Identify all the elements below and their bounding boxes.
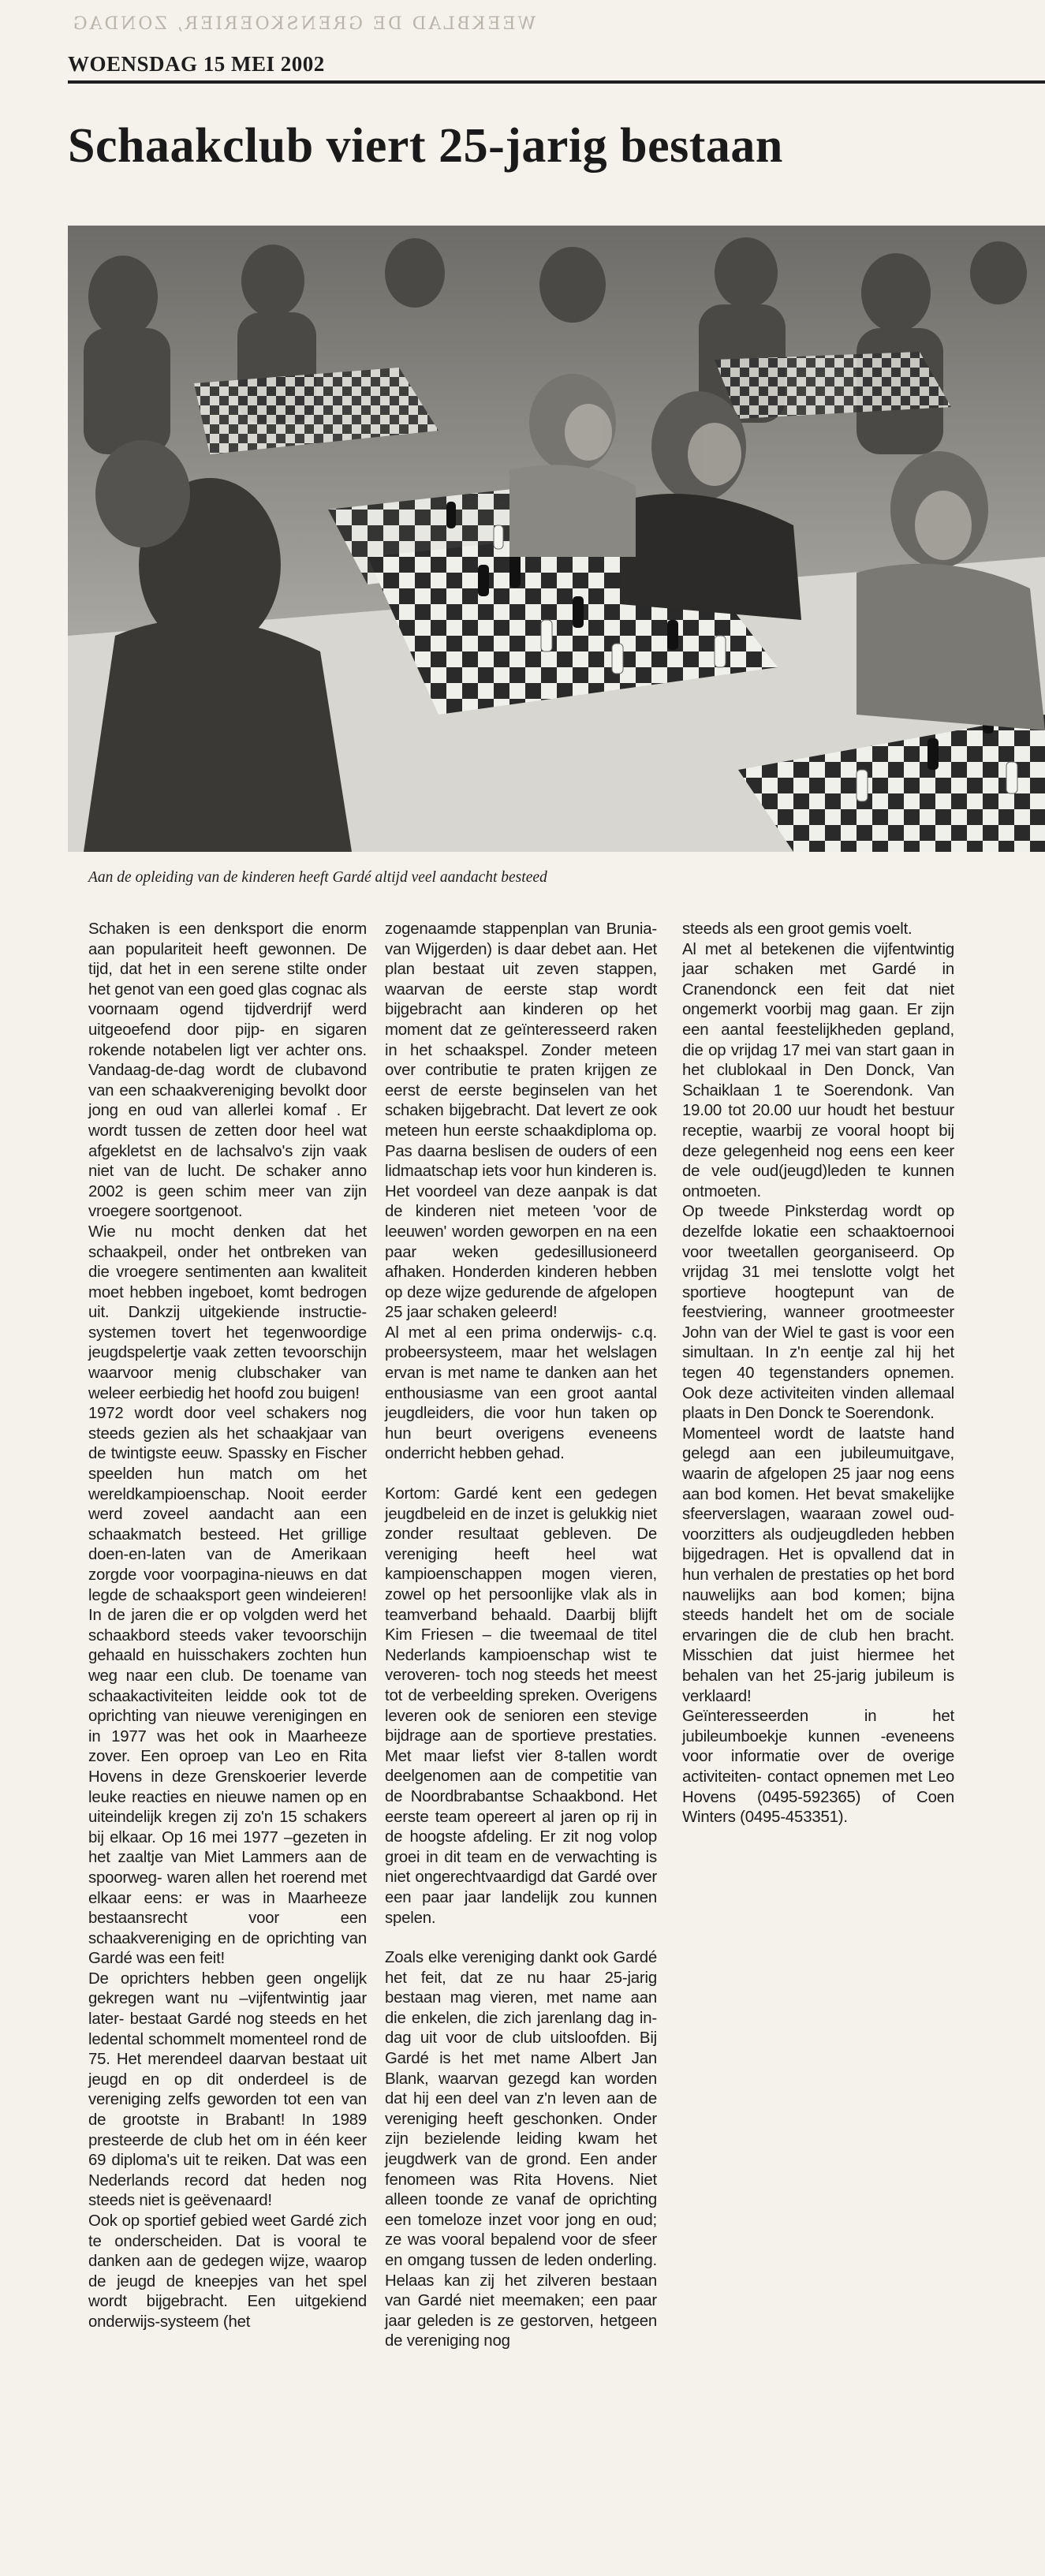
paragraph: Momenteel wordt de laatste hand gelegd aan een jubileumuitgave, waarin de afgelopen 25 jaar nog eens aan bod komen. Het bevat smakelijke sfeerverslagen, waaraan zowel oud-voorzitters als oudjeugdleden hebben bijgedragen. Het is opvallend dat in hun verhalen de prestaties op het bord nauwelijks aan bod komen; bijna steeds handelt het om de sociale ervaringen die de club hen bracht. Misschien dat juist hiermee het behalen van het 25-jarig jubileum is verklaard!: [682, 1424, 954, 1705]
article-column-1: [88, 920, 367, 2333]
paragraph: Geïnteresseerden in het jubileumboekje kunnen -eveneens voor informatie over de overige activiteiten- contact opnemen met Leo Hovens (0495-592365) of Coen Winters (0495-453351).: [682, 1708, 954, 1827]
photo-caption: Aan de opleiding van de kinderen heeft Gardé altijd veel aandacht besteed: [88, 869, 547, 886]
paragraph: zogenaamde stappenplan van Brunia-van Wijgerden) is daar debet aan. Het plan bestaat uit zeven stappen, waarvan de eerste stap wordt bijgebracht aan kinderen op het moment dat ze geïnteresseerd raken in het schaakspel. Zonder meteen over contributie te praten krijgen ze eerst de eerste beginselen van het schaken bijgebracht. Dat levert ze ook meteen hun eerste schaakdiploma op. Pas daarna beslisen de ouders of een lidmaatschap iets voor hun kinderen is. Het voordeel van deze aanpak is dat de kinderen niet meteen 'voor de leeuwen' worden geworpen en na een paar weken gedesillusioneerd afhaken. Honderden kinderen hebben op deze wijze gedurende de afgelopen 25 jaar schaken geleerd!: [385, 920, 657, 1322]
article-photo: [68, 226, 1045, 852]
dateline: WOENSDAG 15 MEI 2002: [68, 52, 325, 76]
paragraph: Al met al betekenen die vijfentwintig jaar schaken met Gardé in Cranendonck een feit dat niet ongemerkt voorbij mag gaan. Er zijn een aantal feestelijkheden gepland, die op vrijdag 17 mei van start gaan in het clublokaal in Den Donck, Van Schaiklaan 1 te Soerendonk. Van 19.00 tot 20.00 uur houdt het bestuur receptie, waarbij ze vooral hoopt bij deze gelegenheid nog eens een keer de vele oud(jeugd)leden te kunnen ontmoeten.: [682, 940, 954, 1200]
article-column-2: [385, 920, 657, 2352]
paragraph: Op tweede Pinksterdag wordt op dezelfde lokatie een schaaktoernooi voor tweetallen georganiseerd. Op vrijdag 31 mei tenslotte volgt het sportieve hoogtepunt van de feestviering, wanneer grootmeester John van der Wiel te gast is voor een simultaan. In z'n eentje zal hij het tegen 40 tegenstanders opnemen. Ook deze activiteiten vinden allemaal plaats in Den Donck te Soerendonk.: [682, 1203, 954, 1423]
paragraph: Schaken is een denksport die enorm aan populariteit heeft gewonnen. De tijd, dat het in een serene stilte onder het genot van een goed glas cognac als voornaam ogend tijdverdrijf werd uitgeoefend door pijp- en sigaren rokende notabelen ligt ver achter ons. Vandaag-de-dag wordt de clubavond van een schaakvereniging bevolkt door jong en oud van allerlei komaf . Er wordt tussen de zetten door heel wat afgekletst en de lachsalvo's zijn vaak niet van de lucht. De schaker anno 2002 is geen schim meer van zijn vroegere soortgenoot.: [88, 920, 367, 1221]
paragraph: Al met al een prima onderwijs- c.q. probeersysteem, maar het welslagen ervan is met name te danken aan het enthousiasme van een groot aantal jeugdleiders, die voor hun taken op hun beurt overigens eveneens onderricht hebben gehad.: [385, 1323, 657, 1463]
headline: Schaakclub viert 25-jarig bestaan: [68, 119, 783, 173]
paragraph: 1972 wordt door veel schakers nog steeds gezien als het schaakjaar van de twintigste eeuw. Spassky en Fischer speelden hun match om het wereldkampioenschap. Nooit eerder werd zoveel aandacht aan een schaakmatch besteed. Het grillige doen-en-laten van de Amerikaan zorgde voor voorpagina-nieuws en dat legde de schaaksport geen windeieren! In de jaren die er op volgden werd het schaakbord steeds vaker tevoorschijn gehaald en huisschakers zochten hun weg naar een club. De toename van schaakactiviteiten leidde ook tot de oprichting van nieuwe verenigingen en in 1977 was het ook in Maarheeze zover. Een oproep van Leo en Rita Hovens in deze Grenskoerier leverde leuke reacties en nieuwe namen op en uiteindelijk kregen zij zo'n 15 schakers bij elkaar. Op 16 mei 1977 –gezeten in het zaaltje van Miet Lammers aan de spoorweg- waren allen het roerend met elkaar eens: er was in Maarheeze bestaansrecht voor een schaakvereniging en de oprichting van Gardé was een feit!: [88, 1405, 367, 1968]
header-rule: [68, 80, 1045, 84]
paragraph: Ook op sportief gebied weet Gardé zich te onderscheiden. Dat is vooral te danken aan de gedegen wijze, waarop de jeugd de kneepjes van het spel wordt bijgebracht. Een uitgekiend onderwijs-systeem (het: [88, 2212, 367, 2331]
paragraph: Kortom: Gardé kent een gedegen jeugdbeleid en de inzet is gelukkig niet zonder resultaat gebleven. De vereniging heeft heel wat kampioenschappen mogen vieren, zowel op het persoonlijke vlak als in teamverband behaald. Daarbij blijft Kim Friesen – die tweemaal de titel Nederlands kampioenschap wist te veroveren- toch nog steeds het meest tot de verbeelding spreken. Overigens leveren ook de senioren een stevige bijdrage aan de sportieve prestaties. Met maar liefst vier 8-tallen wordt deelgenomen aan de competitie van de Noordbrabantse Schaakbond. Het eerste team opereert al jaren op rij in de hoogste afdeling. Er zit nog volop groei in dit team en de verwachting is niet ongerechtvaardigd dat Gardé over een paar jaar landelijk zou kunnen spelen.: [385, 1485, 657, 1927]
chess-children-photo: [68, 226, 1045, 852]
paragraph: Wie nu mocht denken dat het schaakpeil, onder het ontbreken van die vroegere sentimenten aan kwaliteit moet hebben ingeboet, komt bedrogen uit. Dankzij uitgekiende instructie-systemen tovert het tegenwoordige jeugdspelertje vaak zetten tevoorschijn waarvoor menig clubschaker van weleer eerbiedig het hoofd zou buigen!: [88, 1223, 367, 1402]
paragraph: Zoals elke vereniging dankt ook Gardé het feit, dat ze nu haar 25-jarig bestaan mag vieren, met name aan die enkelen, die zich jarenlang dag in-dag uit voor de club uitsloofden. Bij Gardé is het met name Albert Jan Blank, waarvan gezegd kan worden dat hij een deel van z'n leven aan de vereniging heeft geschonken. Onder zijn bezielende leiding kwam het jeugdwerk van de grond. Een ander fenomeen was Rita Hovens. Niet alleen toonde ze vanaf de oprichting een tomeloze inzet voor jong en oud; ze was vooral bepalend voor de sfeer en omgang tussen de leden onderling. Helaas kan zij het zilveren bestaan van Gardé niet meemaken; een paar jaar geleden is ze gestorven, hetgeen de vereniging nog: [385, 1949, 657, 2350]
article-column-3: [682, 920, 954, 1828]
paragraph: De oprichters hebben geen ongelijk gekregen want nu –vijfentwintig jaar later- bestaat Gardé nog steeds en het ledental schommelt momenteel rond de 75. Het merendeel daarvan bestaat uit jeugd en op dit onderdeel is de vereniging zelfs geworden tot een van de grootste in Brabant! In 1989 presteerde de club het om in één keer 69 diploma's uit te reiken. Dat was een Nederlands record dat heden nog steeds niet is geëvenaard!: [88, 1969, 367, 2210]
paragraph: steeds als een groot gemis voelt.: [682, 920, 913, 938]
masthead-bleedthrough: WEEKBLAD DE GRENSKOERIER, ZONDAG: [71, 14, 536, 34]
